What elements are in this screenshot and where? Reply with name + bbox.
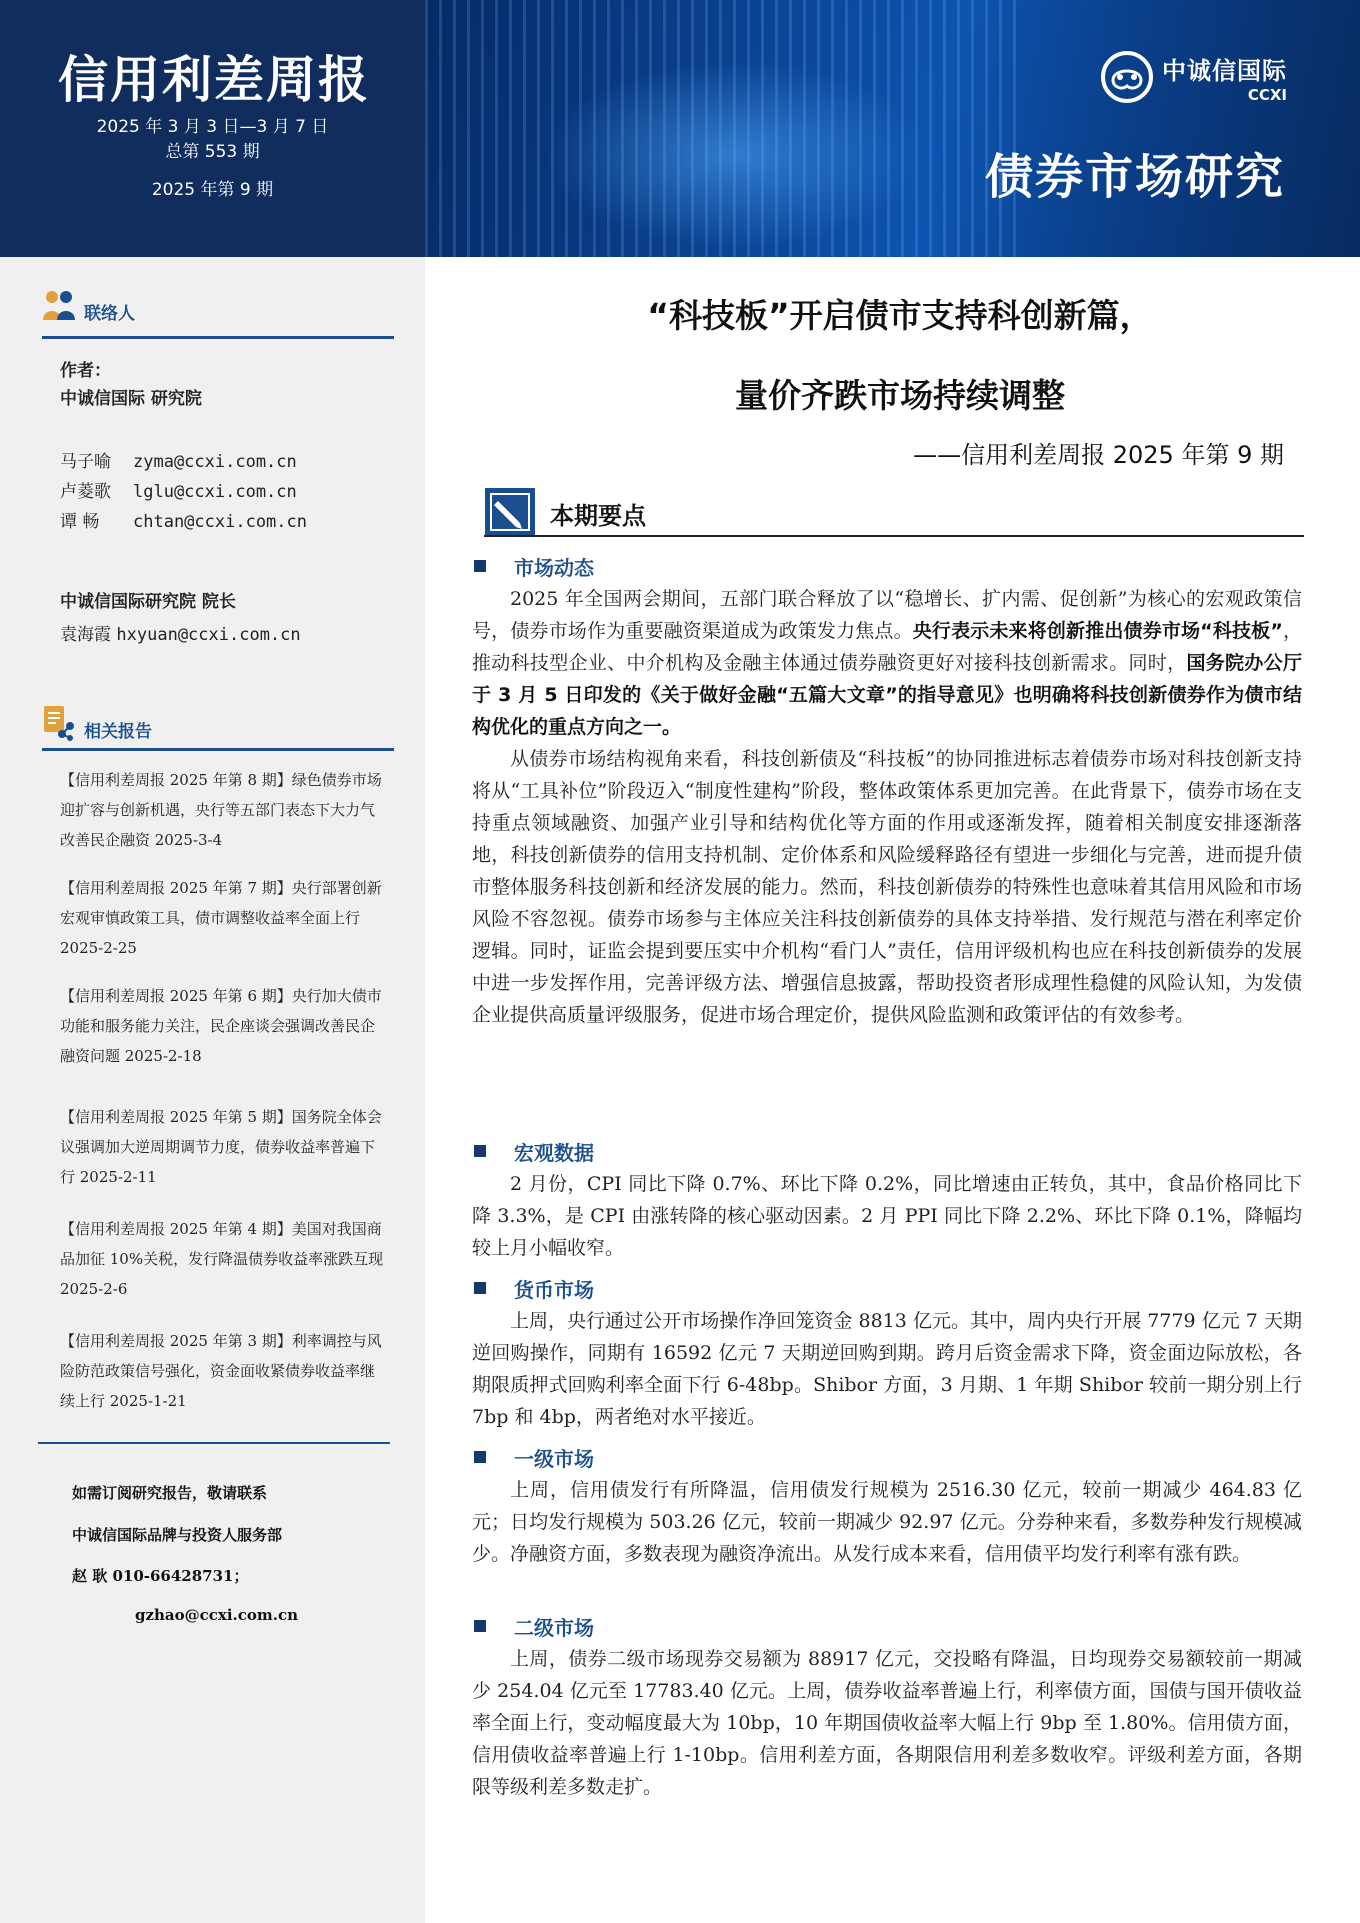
secondary-title: 二级市场: [514, 1615, 594, 1640]
bullet-square: [474, 1451, 486, 1463]
bullet-square: [474, 1145, 486, 1157]
analyst-name: 卢菱歌: [60, 482, 111, 502]
analyst-email[interactable]: zyma@ccxi.com.cn: [133, 452, 297, 472]
market-paragraph-1: 2025 年全国两会期间，五部门联合释放了以“稳增长、扩内需、促创新”为核心的宏观政策信号，债券市场作为重要融资渠道成为政策发力焦点。央行表示未来将创新推出债券市场“科技板”，推动科技型企业、中介机构及金融主体通过债券融资更好对接科技创新需求。同时，国务院办公厅于 3 月 5 日印发的《关于做好金融“五篇大文章”的指导意见》也明确将科技创新债券作为债市结构优化的重点方向之一。: [472, 588, 1302, 738]
monetary-paragraph: 上周，央行通过公开市场操作净回笼资金 8813 亿元。其中，周内央行开展 7779 亿元 7 天期逆回购操作，同期有 16592 亿元 7 天期逆回购到期。跨月后资金需求下降，资金面边际放松，各期限质押式回购利率全面下行 6-48bp。Shibor 方面，3 月期、1 年期 Shibor 较前一期分别上行 7bp 和 4bp，两者绝对水平接近。: [472, 1310, 1302, 1428]
secondary-section: [472, 1605, 1302, 1803]
macro-section: [472, 1130, 1302, 1264]
contacts-divider: [42, 336, 394, 339]
keypoints-header: [484, 487, 646, 537]
market-paragraph-2: 从债券市场结构视角来看，科技创新债及“科技板”的协同推进标志着债券市场对科技创新支持将从“工具补位”阶段迈入“制度性建构”阶段，整体政策体系更加完善。在此背景下，债券市场在支持重点领域融资、加强产业引导和结构优化等方面的作用或逐渐发挥，随着相关制度安排逐渐落地，科技创新债券的信用支持机制、定价体系和风险缓释路径有望进一步细化与完善，进而提升债市整体服务科技创新和经济发展的能力。然而，科技创新债券的特殊性也意味着其信用风险和市场风险不容忽视。债券市场参与主体应关注科技创新债券的具体支持举措、发行规范与潜在利率定价逻辑。同时，证监会提到要压实中介机构“看门人”责任，信用评级机构也应在科技创新债券的发展中进一步发挥作用，完善评级方法、增强信息披露，帮助投资者形成理性稳健的风险认知，为发债企业提供高质量评级服务，促进市场合理定价，提供风险监测和政策评估的有效参考。: [472, 748, 1302, 1026]
analyst-name: 马子喻: [60, 452, 111, 472]
primary-title: 一级市场: [514, 1446, 594, 1471]
report-title: 信用利差周报: [58, 51, 370, 109]
pen-icon: [484, 487, 536, 537]
main-title-line2: 量价齐跌市场持续调整: [735, 376, 1065, 415]
related-report[interactable]: 【信用利差周报 2025 年第 6 期】央行加大债市功能和服务能力关注，民企座谈会强调改善民企融资问题 2025-2-18: [60, 987, 382, 1065]
keypoints-divider: [484, 535, 1304, 537]
subscribe-line: 如需订阅研究报告，敬请联系: [72, 1484, 268, 1502]
header-bars: [425, 0, 1025, 257]
related-report[interactable]: 【信用利差周报 2025 年第 5 期】国务院全体会议强调加大逆周期调节力度，债券收益率普遍下行 2025-2-11: [60, 1108, 382, 1186]
contacts-label: 联络人: [84, 304, 135, 324]
macro-title: 宏观数据: [514, 1140, 594, 1165]
analyst-email[interactable]: lglu@ccxi.com.cn: [133, 482, 297, 502]
date-range: 2025 年 3 月 3 日—3 月 7 日: [96, 117, 329, 137]
related-report[interactable]: 【信用利差周报 2025 年第 7 期】央行部署创新宏观审慎政策工具，债市调整收益率全面上行 2025-2-25: [60, 879, 382, 957]
secondary-heading: [472, 1609, 1302, 1643]
contacts-header: [42, 288, 135, 324]
subscribe-email[interactable]: gzhao@ccxi.com.cn: [135, 1606, 299, 1624]
report-share-icon: [42, 704, 76, 742]
dean-name: 袁海霞: [60, 625, 111, 645]
header-image: [425, 0, 1360, 257]
main-title-line1: “科技板”开启债市支持科创新篇，: [647, 296, 1153, 335]
related-header: [42, 704, 152, 742]
header-banner: [0, 0, 425, 257]
main-subtitle: ——信用利差周报 2025 年第 9 期: [913, 441, 1284, 469]
related-divider: [42, 748, 394, 751]
analyst-name: 谭 畅: [60, 512, 100, 532]
subscribe-phone: 赵 耿 010-66428731；: [72, 1567, 249, 1585]
analyst-row: [60, 447, 297, 472]
primary-paragraph: 上周，信用债发行有所降温，信用债发行规模为 2516.30 亿元，较前一期减少 464.83 亿元；日均发行规模为 503.26 亿元，较前一期减少 92.97 亿元。分券种来看，多数券种发行规模减少。净融资方面，多数表现为融资净流出。从发行成本来看，信用债平均发行利率有涨有跌。: [472, 1479, 1302, 1565]
primary-section: [472, 1436, 1302, 1570]
dean-label: 中诚信国际研究院 院长: [60, 592, 236, 612]
keypoints-label: 本期要点: [550, 502, 646, 530]
contacts-icon: [42, 288, 76, 324]
macro-heading: [472, 1134, 1302, 1168]
related-report[interactable]: 【信用利差周报 2025 年第 8 期】绿色债券市场迎扩容与创新机遇，央行等五部门表态下大力气改善民企融资 2025-3-4: [60, 771, 382, 849]
issue-year: 2025 年第 9 期: [151, 180, 274, 200]
logo-icon: [1098, 50, 1156, 104]
bullet-square: [474, 1282, 486, 1294]
dean-email[interactable]: hxyuan@ccxi.com.cn: [116, 625, 301, 645]
ccxi-logo: [1098, 50, 1287, 104]
logo-cn: 中诚信国际: [1162, 56, 1287, 85]
related-label: 相关报告: [84, 722, 152, 742]
author-org: 中诚信国际 研究院: [60, 389, 202, 409]
bullet-square: [474, 1620, 486, 1632]
dean-row: [60, 620, 301, 645]
analyst-row: [60, 507, 307, 532]
subscribe-divider: [38, 1442, 390, 1444]
primary-heading: [472, 1440, 1302, 1474]
monetary-section: [472, 1267, 1302, 1433]
logo-en: CCXI: [1247, 85, 1287, 104]
related-report[interactable]: 【信用利差周报 2025 年第 4 期】美国对我国商品加征 10%关税，发行降温债券收益率涨跌互现 2025-2-6: [60, 1220, 384, 1298]
related-report[interactable]: 【信用利差周报 2025 年第 3 期】利率调控与风险防范政策信号强化，资金面收紧债券收益率继续上行 2025-1-21: [60, 1332, 382, 1410]
author-label: 作者：: [60, 361, 111, 381]
analyst-row: [60, 477, 297, 502]
bullet-square: [474, 560, 486, 572]
section-title: 债券市场研究: [985, 149, 1286, 205]
market-heading: [472, 549, 1302, 583]
subscribe-line: 中诚信国际品牌与投资人服务部: [72, 1526, 283, 1544]
macro-paragraph: 2 月份，CPI 同比下降 0.7%、环比下降 0.2%，同比增速由正转负，其中，食品价格同比下降 3.3%，是 CPI 由涨转降的核心驱动因素。2 月 PPI 同比下降 2.2%、环比下降 0.1%，降幅均较上月小幅收窄。: [472, 1173, 1302, 1259]
analyst-email[interactable]: chtan@ccxi.com.cn: [133, 512, 307, 532]
issue-total: 总第 553 期: [165, 142, 260, 162]
monetary-title: 货币市场: [514, 1277, 594, 1302]
market-title: 市场动态: [514, 555, 594, 580]
market-section: [472, 545, 1302, 1031]
secondary-paragraph: 上周，债券二级市场现券交易额为 88917 亿元，交投略有降温，日均现券交易额较前一期减少 254.04 亿元至 17783.40 亿元。上周，债券收益率普遍上行，利率债方面，国债与国开债收益率全面上行，变动幅度最大为 10bp，10 年期国债收益率大幅上行 9bp 至 1.80%。信用债方面，信用债收益率普遍上行 1-10bp。信用利差方面，各期限信用利差多数收窄。评级利差方面，各期限等级利差多数走扩。: [472, 1648, 1302, 1798]
monetary-heading: [472, 1271, 1302, 1305]
